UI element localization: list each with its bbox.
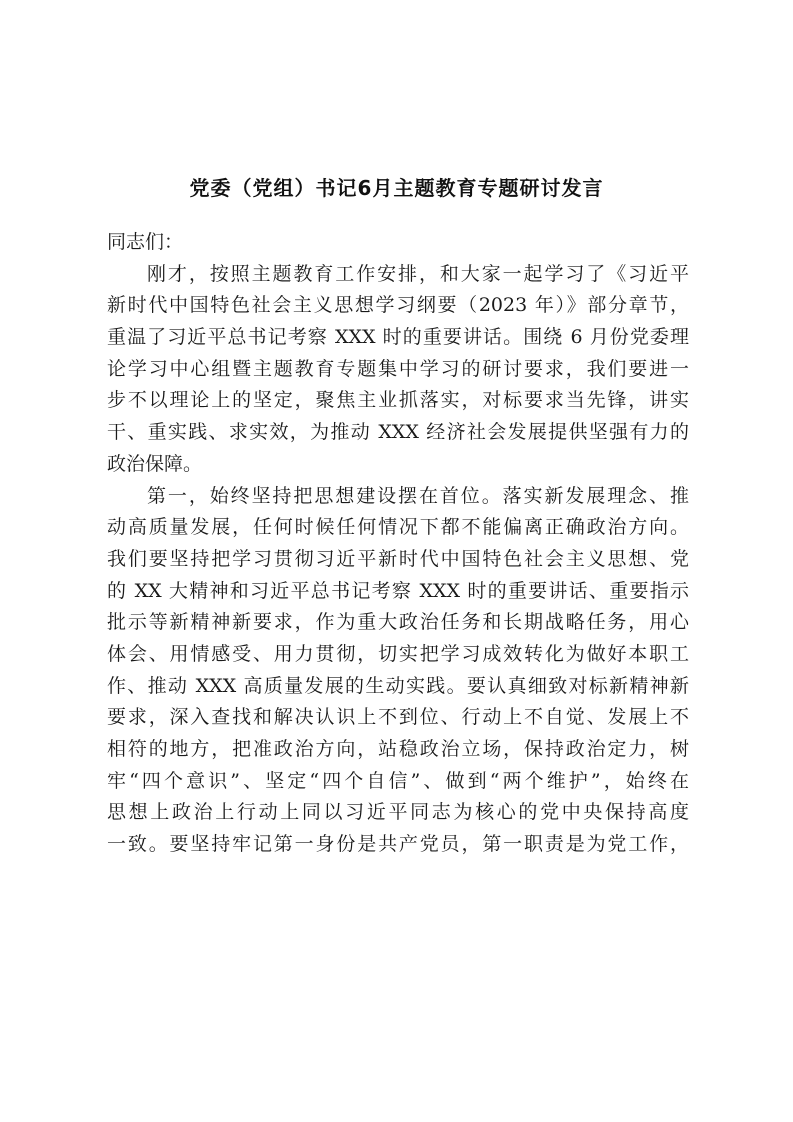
document-body [107, 227, 689, 861]
paragraph-line: 动高质量发展，任何时候任何情况下都不能偏离正确政治方向。 [107, 516, 689, 539]
paragraph-line: 重温了习近平总书记考察 XXX 时的重要讲话。围绕 6 月份党委理 [107, 326, 689, 349]
paragraph-line: 政治保障。 [107, 452, 203, 475]
paragraph-line: 思想上政治上行动上同以习近平同志为核心的党中央保持高度 [107, 801, 689, 824]
paragraph-line: 批示等新精神新要求，作为重大政治任务和长期战略任务，用心 [107, 611, 689, 634]
paragraph-line: 相符的地方，把准政治方向，站稳政治立场，保持政治定力，树 [107, 738, 689, 760]
paragraph-line: 我们要坚持把学习贯彻习近平新时代中国特色社会主义思想、党 [107, 547, 689, 570]
paragraph-line: 牢“四个意识”、坚定“四个自信”、做到“两个维护”，始终在 [107, 769, 689, 792]
paragraph-line: 作、推动 XXX 高质量发展的生动实践。要认真细致对标新精神新 [107, 674, 689, 697]
paragraph-line: 论学习中心组暨主题教育专题集中学习的研讨要求，我们要进一 [107, 357, 689, 380]
document-title: 党委（党组）书记6月主题教育专题研讨发言 [189, 176, 604, 200]
paragraph-line: 的 XX 大精神和习近平总书记考察 XXX 时的重要讲话、重要指示 [107, 579, 689, 602]
salutation: 同志们： [107, 231, 184, 253]
paragraph-line: 体会、用情感受、用力贯彻，切实把学习成效转化为做好本职工 [107, 642, 689, 665]
paragraph-line: 新时代中国特色社会主义思想学习纲要（2023 年）》部分章节， [107, 294, 689, 317]
paragraph-line: 刚才，按照主题教育工作安排，和大家一起学习了《习近平 [147, 262, 689, 285]
paragraph-line: 第一，始终坚持把思想建设摆在首位。落实新发展理念、推 [147, 484, 689, 507]
paragraph-line: 步不以理论上的坚定，聚焦主业抓落实，对标要求当先锋，讲实 [107, 389, 689, 412]
paragraph-first-point [107, 481, 689, 861]
paragraph-line: 干、重实践、求实效，为推动 XXX 经济社会发展提供坚强有力的 [107, 421, 689, 444]
paragraph-line: 要求，深入查找和解决认识上不到位、行动上不自觉、发展上不 [107, 706, 689, 729]
paragraph-line: 一致。要坚持牢记第一身份是共产党员，第一职责是为党工作， [107, 833, 689, 856]
paragraph-intro [107, 259, 689, 481]
